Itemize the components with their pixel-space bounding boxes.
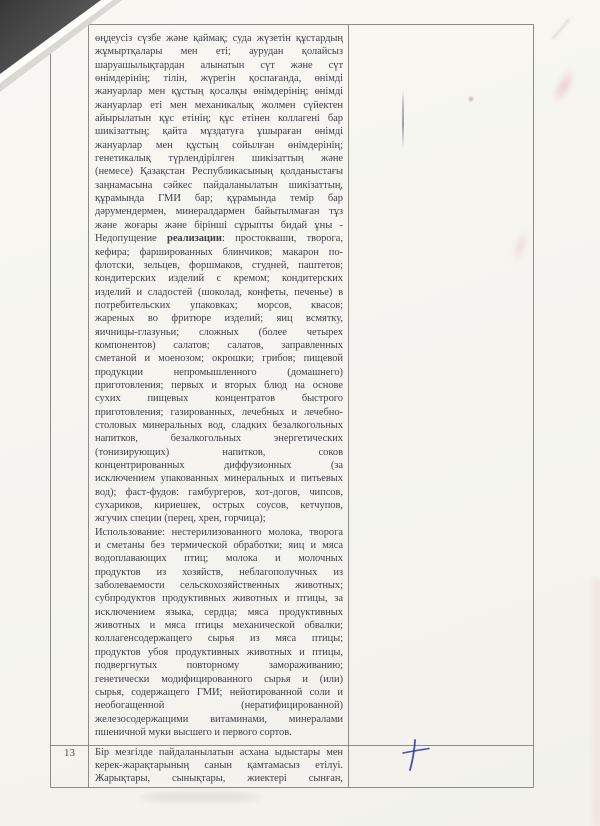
text-line: исключением упакованных минеральных и питьевых	[95, 473, 343, 485]
text-line: (тонизирующих) напитков, соков	[95, 446, 343, 458]
text-line: кондитерских изделий с кремом; кондитерских	[95, 273, 343, 285]
text-line: (немесе) Қазақстан Республикасының қолданыстағы	[95, 166, 343, 178]
text-line: потребительских упаковках; морсов, квасов;	[95, 299, 343, 311]
text-line: өнімдерінің; тілін, жүрегін қоспағанда, өнімді	[95, 73, 343, 85]
text-line: және жоғары және бірінші сұрыпты бидай ұны -	[95, 219, 343, 231]
text-line: продуктов убоя продуктивных животных и птицы,	[95, 646, 343, 658]
text-line: керек-жарақтарының санын қамтамасыз етілуі.	[95, 759, 343, 771]
text-line: столовых минеральных вод, сладких безалкогольных	[95, 419, 343, 431]
text-line: железосодержащими витаминами, минералами	[95, 713, 343, 725]
text-line: сметаной и моенозом; окрошки; грибов; пищевой	[95, 353, 343, 365]
text-line: животных и мяса птицы механической обвалки;	[95, 620, 343, 632]
text-line: приготовления; первых и вторых блюд на основе	[95, 379, 343, 391]
text-line: айырылатын құс етінің; құс етінен коллагені бар	[95, 113, 343, 125]
text-line: генетикалық түрлендірілген шикізаттың және	[95, 153, 343, 165]
text-line: водоплавающих птиц; молока и молочных	[95, 553, 343, 565]
text-line: продукции непромышленного (домашнего)	[95, 366, 343, 378]
text-line: жануарлар мен құстың сойылған өнімдерінің;	[95, 139, 343, 151]
text-line: подвергнутых повторному замораживанию;	[95, 660, 343, 672]
text-line: Жарықтары, сынықтары, жиектері сынған,	[95, 772, 343, 784]
text-line: пшеничной муки высшего и первого сортов.	[95, 726, 292, 738]
text-line: субпродуктов продуктивных животных и птицы, за	[95, 593, 343, 605]
text-line: яичницы-глазуньи; сложных (более четырех	[95, 326, 343, 338]
text-line: напитков, безалкогольных энергетических	[95, 433, 343, 445]
text-line: кефира; фаршированных блинчиков; макарон по-	[95, 246, 343, 258]
text-line: сухих пищевых концентратов быстрого	[95, 393, 343, 405]
text-line: исключением языка, сердца; мяса продуктивных	[95, 606, 343, 618]
text-line: приготовления; газированных, лечебных и лечебно-	[95, 406, 343, 418]
text-line: заболеваемости сельскохозяйственных животных;	[95, 580, 343, 592]
text-line: сырья, содержащего ГМИ; нейотированной соли и	[95, 686, 343, 698]
row-divider	[51, 745, 533, 746]
text-line: Бір мезгілде пайдаланылатын асхана ыдыстары мен	[95, 747, 343, 758]
text-line: дәрумендермен, минералдармен байытылмаған тұз	[95, 206, 343, 218]
text-line: изделий и сладостей (шоколад, конфеты, печенье) в	[95, 286, 343, 298]
text-line: шикізаттың; қайта мұздатуға ұшыраған өнімді	[95, 126, 343, 138]
text-line: шаруашылықтардан алынатын сүт және сүт	[95, 59, 343, 71]
row-12-text-cell	[95, 32, 343, 739]
text-line: и сметаны без термической обработки; яиц и мяса	[95, 540, 343, 552]
inspection-table	[50, 24, 534, 788]
text-line: Недопущение реализации: простокваши, творога,	[95, 233, 343, 245]
text-line: жгучих специи (перец, хрен, горчица);	[95, 513, 266, 525]
text-line: генетически модифицированного сырья и (или)	[95, 673, 343, 685]
scan-smudge	[548, 65, 581, 108]
text-line: жареных во фритюре изделий; яиц всмятку,	[95, 313, 343, 325]
text-line: құрамында ГМИ бар; құрамында темір бар	[95, 193, 343, 205]
text-line: өңдеусіз сүзбе және қаймақ; суда жүзетін құстардың	[95, 33, 343, 44]
text-line: необогащенной (нератифицированной)	[95, 700, 343, 712]
text-line: жануарлар мен құстың қосалқы өнімдерінің; өнімді	[95, 86, 343, 98]
text-line: жануарлар еті мен механикалық жолмен сүйектен	[95, 99, 343, 111]
text-line: компонентов) салатов; салатов, заправленных	[95, 339, 343, 351]
column-divider-number	[88, 25, 89, 787]
scan-smudge	[552, 18, 570, 39]
text-line: флотски, зельцев, форшмаков, студней, паштетов;	[95, 259, 343, 271]
text-line: Использование: нестерилизованного молока, творога	[95, 526, 343, 538]
text-line: концентрированных диффузионных (за	[95, 460, 343, 471]
text-line: вод); фаст-фудов: гамбургеров, хот-догов, чипсов,	[95, 486, 343, 498]
column-divider-remarks	[348, 25, 349, 787]
scan-smudge	[590, 580, 600, 826]
text-line: жұмыртқалары мен еті; аурудан қолайсыз	[95, 46, 343, 58]
row-number: 13	[64, 747, 75, 759]
scan-smudge	[140, 792, 260, 802]
text-line: сухариков, кириешек, острых соусов, кетчупов,	[95, 500, 343, 512]
row-13-text-cell	[95, 747, 343, 786]
text-line: заңнамасына сәйкес пайдаланылатын шикізаттың,	[95, 179, 343, 191]
text-line: коллагенсодержащего сырья из мяса птицы;	[95, 633, 343, 645]
text-line: продуктов из хозяйств, неблагополучных из	[95, 566, 343, 578]
pen-stray-mark	[402, 90, 404, 148]
